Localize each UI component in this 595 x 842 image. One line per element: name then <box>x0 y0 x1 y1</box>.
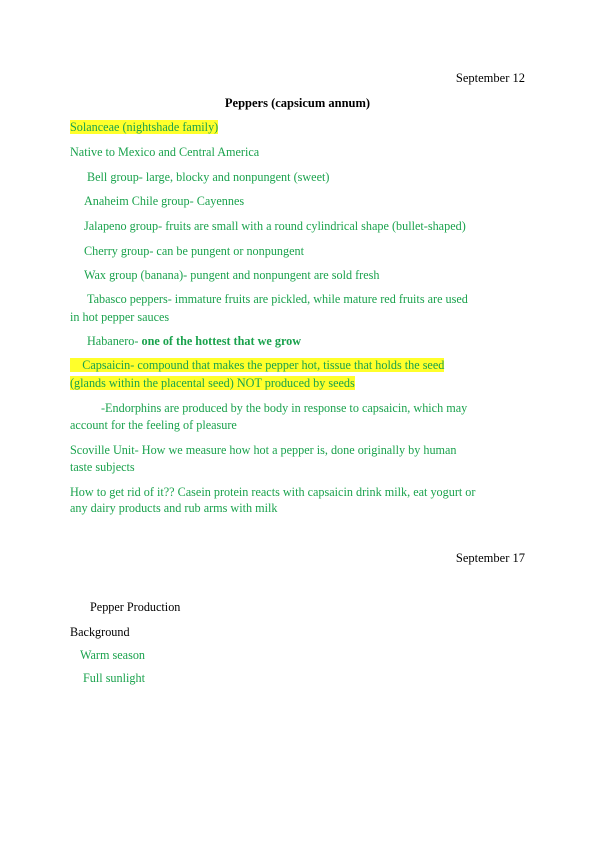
scoville-line-1: Scoville Unit- How we measure how hot a pepper is, done originally by human <box>70 443 457 457</box>
habanero-emphasis: one of the hottest that we grow <box>141 334 302 348</box>
family-line <box>70 120 532 136</box>
habanero-line <box>87 334 549 350</box>
capsaicin-text-1: Capsaicin- compound that makes the pepper hot, tissue that holds the seed <box>82 358 445 372</box>
cherry-group-line: Cherry group- can be pungent or nonpungent <box>84 244 304 258</box>
remedy-line-2: any dairy products and rub arms with milk <box>70 501 278 515</box>
tabasco-line-2: in hot pepper sauces <box>70 310 170 324</box>
habanero-label: Habanero- <box>87 334 139 348</box>
warm-season-line: Warm season <box>80 648 146 662</box>
bell-group-line: Bell group- large, blocky and nonpungent (sweet) <box>87 170 330 184</box>
native-line: Native to Mexico and Central America <box>70 145 260 159</box>
wax-group-line: Wax group (banana)- pungent and nonpungent are sold fresh <box>84 268 380 282</box>
capsaicin-line-1 <box>70 358 532 374</box>
highlight-capsaicin-1 <box>70 358 444 372</box>
capsaicin-line-2 <box>70 376 532 392</box>
anaheim-group-line: Anaheim Chile group- Cayennes <box>84 194 245 208</box>
scoville-line-2: taste subjects <box>70 460 135 474</box>
date-september-12: September 12 <box>455 71 525 85</box>
endorphins-line-2: account for the feeling of pleasure <box>70 418 237 432</box>
jalapeno-group-line: Jalapeno group- fruits are small with a round cylindrical shape (bullet-shaped) <box>84 219 466 233</box>
pepper-production-heading: Pepper Production <box>90 600 181 614</box>
highlight-family: Solanceae (nightshade family) <box>70 120 219 134</box>
endorphins-line-1: -Endorphins are produced by the body in response to capsaicin, which may <box>101 401 468 415</box>
full-sunlight-line: Full sunlight <box>83 671 145 685</box>
date-september-17: September 17 <box>455 551 525 565</box>
tabasco-line-1: Tabasco peppers- immature fruits are pickled, while mature red fruits are used <box>87 292 468 306</box>
page-title: Peppers (capsicum annum) <box>224 96 371 110</box>
highlight-capsaicin-2: (glands within the placental seed) NOT produced by seeds <box>70 376 355 390</box>
remedy-line-1: How to get rid of it?? Casein protein reacts with capsaicin drink milk, eat yogurt or <box>70 485 476 499</box>
background-heading: Background <box>70 625 130 639</box>
